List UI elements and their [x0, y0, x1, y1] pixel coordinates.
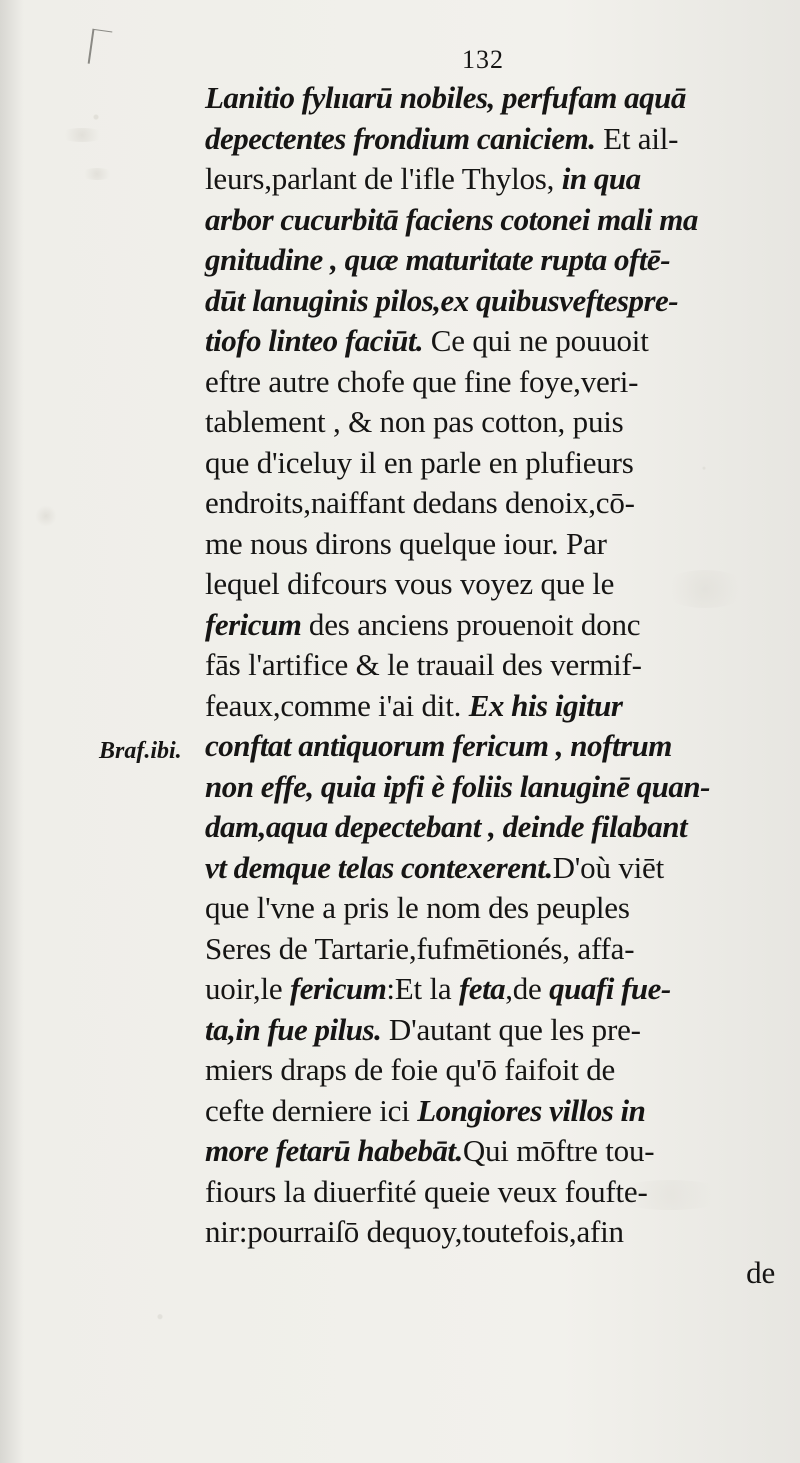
french-text: leurs,parlant de l'ifle Thylos,	[205, 161, 562, 196]
text-line	[205, 159, 785, 200]
latin-phrase: in qua	[561, 161, 641, 196]
french-text: D'autant que les pre-	[381, 1011, 641, 1047]
french-text: des anciens prouenoit donc	[301, 606, 641, 642]
catchword: de	[746, 1254, 775, 1290]
latin-phrase: more fetarū habebāt.	[205, 1133, 463, 1168]
french-text: que l'vne a pris le nom des peuples	[205, 890, 630, 925]
text-line	[205, 1172, 785, 1213]
text-line	[205, 807, 785, 848]
text-line	[205, 686, 785, 727]
latin-phrase: gnitudine , quæ maturitate rupta oftē-	[205, 242, 671, 277]
text-line	[205, 1010, 785, 1051]
text-line	[205, 402, 785, 443]
paper-stain	[58, 128, 106, 142]
latin-phrase: fericum	[205, 606, 302, 642]
text-line	[205, 240, 785, 281]
french-text: que d'iceluy il en parle en plufieurs	[205, 444, 634, 480]
latin-phrase: tiofo linteo faciūt.	[205, 323, 424, 358]
french-text: tablement , & non pas cotton, puis	[205, 404, 624, 439]
text-line	[205, 564, 785, 605]
text-line	[205, 524, 785, 565]
french-text: fās l'artifice & le trauail des vermif-	[205, 647, 642, 682]
margin-note: Braf.ibi.	[99, 738, 182, 764]
latin-phrase: non effe, quia ipfi è foliis lanuginē quan-	[205, 768, 710, 804]
body-text	[205, 78, 785, 1293]
text-line	[205, 1091, 785, 1132]
text-line	[205, 119, 785, 160]
latin-phrase: fericum	[289, 971, 387, 1006]
french-text: Et ail-	[595, 120, 679, 156]
latin-phrase: arbor cucurbitā faciens cotonei mali ma	[205, 201, 698, 237]
page-number: 132	[462, 45, 504, 74]
french-text: D'où viēt	[552, 849, 665, 885]
text-line	[205, 321, 785, 362]
text-line	[205, 726, 785, 767]
text-line	[205, 888, 785, 929]
french-text: cefte derniere ici	[205, 1092, 418, 1128]
french-text: miers draps de foie qu'ō faifoit de	[205, 1052, 616, 1087]
text-line	[205, 848, 785, 889]
text-line	[205, 929, 785, 970]
paper-stain	[35, 505, 57, 527]
french-text: lequel difcours vous voyez que le	[205, 566, 615, 601]
latin-phrase: conftat antiquorum fericum , noftrum	[205, 728, 672, 763]
paper-stain	[80, 168, 114, 180]
latin-phrase: Longiores villos in	[417, 1092, 646, 1128]
text-line	[205, 200, 785, 241]
text-line	[205, 281, 785, 322]
corner-mark	[88, 29, 113, 66]
french-text: :Et la	[386, 971, 459, 1006]
french-text: endroits,naiffant dedans denoix,cō-	[205, 485, 635, 520]
french-text: nir:pourraiſō dequoy,toutefois,afin	[205, 1214, 624, 1249]
latin-phrase: quafi fue-	[549, 971, 671, 1006]
french-text: eftre autre chofe que fine foye,veri-	[205, 363, 639, 399]
text-line	[205, 483, 785, 524]
latin-phrase: dūt lanuginis pilos,ex quibusveftespre-	[205, 282, 679, 318]
text-line	[205, 1050, 785, 1091]
text-line	[205, 969, 785, 1010]
text-line	[205, 605, 785, 646]
french-text: Seres de Tartarie,fufmētionés, affa-	[205, 930, 635, 966]
french-text: uoir,le	[205, 971, 290, 1006]
text-line	[205, 645, 785, 686]
text-line	[205, 767, 785, 808]
text-line	[205, 362, 785, 403]
latin-phrase: Ex his igitur	[468, 687, 623, 723]
text-line	[205, 443, 785, 484]
french-text: me nous dirons quelque iour. Par	[205, 525, 607, 561]
text-line	[205, 1131, 785, 1172]
text-line	[205, 1212, 785, 1253]
french-text: fiours la diuerfité queie veux foufte-	[205, 1173, 648, 1209]
latin-phrase: dam,aqua depectebant , deinde filabant	[205, 809, 688, 844]
french-text: ,de	[505, 971, 550, 1006]
latin-phrase: ta,in fue pilus.	[205, 1011, 382, 1047]
text-line	[205, 78, 785, 119]
french-text: feaux,comme i'ai dit.	[205, 687, 469, 723]
french-text: Ce qui ne pouuoit	[423, 323, 649, 358]
latin-phrase: feta	[458, 971, 506, 1006]
french-text: Qui mōftre tou-	[462, 1133, 655, 1168]
latin-phrase: vt demque telas contexerent.	[205, 849, 553, 885]
latin-phrase: Lanitio fylııarū nobiles, perfufam aquā	[205, 80, 686, 115]
latin-phrase: depectentes frondium caniciem.	[205, 120, 596, 156]
